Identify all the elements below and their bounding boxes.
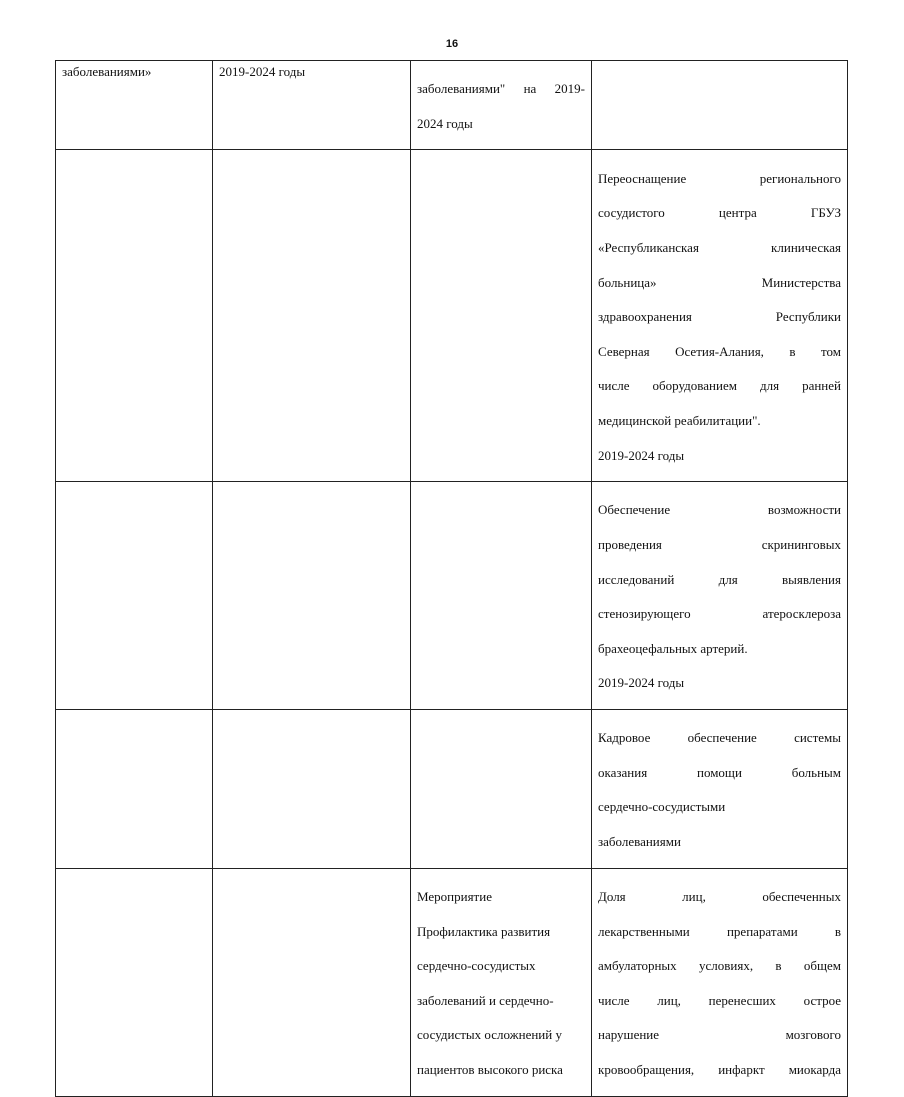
table-cell (56, 709, 213, 868)
cell-line: 2024 годы (417, 115, 473, 131)
cell-line: сосудистых осложнений у (417, 1027, 562, 1043)
table-cell (592, 150, 848, 482)
cell-line: оказания помощи больным (598, 764, 841, 780)
table-cell (411, 61, 592, 150)
table-cell (213, 150, 411, 482)
cell-line: Доля лиц, обеспеченных (598, 888, 841, 904)
table-cell (592, 709, 848, 868)
table-cell (592, 482, 848, 710)
table-cell: заболеваниями» (56, 61, 213, 150)
table-row (56, 868, 848, 1096)
table-cell (592, 868, 848, 1096)
table-cell (56, 868, 213, 1096)
table-cell (411, 709, 592, 868)
table-cell: 2019-2024 годы (213, 61, 411, 150)
cell-line: заболеваниями" на 2019- (417, 81, 585, 97)
table-cell (56, 150, 213, 482)
table-cell (411, 868, 592, 1096)
cell-line: исследований для выявления (598, 571, 841, 587)
table-cell (213, 709, 411, 868)
cell-line: заболеваний и сердечно- (417, 992, 554, 1008)
cell-line: заболеваниями (598, 834, 681, 850)
cell-line: брахеоцефальных артерий. (598, 640, 748, 656)
table-row (56, 482, 848, 710)
cell-line: сосудистого центра ГБУЗ (598, 205, 841, 221)
table-row (56, 61, 848, 150)
cell-line: проведения скрининговых (598, 537, 841, 553)
cell-line: числе оборудованием для ранней (598, 378, 841, 394)
cell-line: здравоохранения Республики (598, 309, 841, 325)
cell-line: 2019-2024 годы (598, 675, 685, 691)
table-row (56, 709, 848, 868)
cell-line: сердечно-сосудистых (417, 958, 536, 974)
cell-line: Переоснащение регионального (598, 170, 841, 186)
table-cell (213, 482, 411, 710)
cell-line: сердечно-сосудистыми (598, 799, 726, 815)
table-cell (411, 482, 592, 710)
cell-line: больница» Министерства (598, 274, 841, 290)
document-table (55, 60, 848, 1097)
cell-line: медицинской реабилитации". (598, 412, 761, 428)
cell-line: «Республиканская клиническая (598, 239, 841, 255)
table-cell (213, 868, 411, 1096)
cell-line: амбулаторных условиях, в общем (598, 958, 841, 974)
cell-line: числе лиц, перенесших острое (598, 992, 841, 1008)
cell-line: Профилактика развития (417, 923, 551, 939)
cell-line: кровообращения, инфаркт миокарда (598, 1061, 841, 1077)
cell-line: 2019-2024 годы (598, 447, 685, 463)
cell-line: пациентов высокого риска (417, 1061, 563, 1077)
page-number: 16 (445, 38, 459, 50)
cell-line: стенозирующего атеросклероза (598, 606, 841, 622)
table-cell (592, 61, 848, 150)
cell-line: Кадровое обеспечение системы (598, 730, 841, 746)
cell-line: Северная Осетия-Алания, в том (598, 343, 841, 359)
table-cell (411, 150, 592, 482)
cell-line: Мероприятие (417, 888, 492, 904)
table-cell (56, 482, 213, 710)
table-row (56, 150, 848, 482)
cell-line: нарушение мозгового (598, 1027, 841, 1043)
cell-line: Обеспечение возможности (598, 502, 841, 518)
cell-line: лекарственными препаратами в (598, 923, 841, 939)
